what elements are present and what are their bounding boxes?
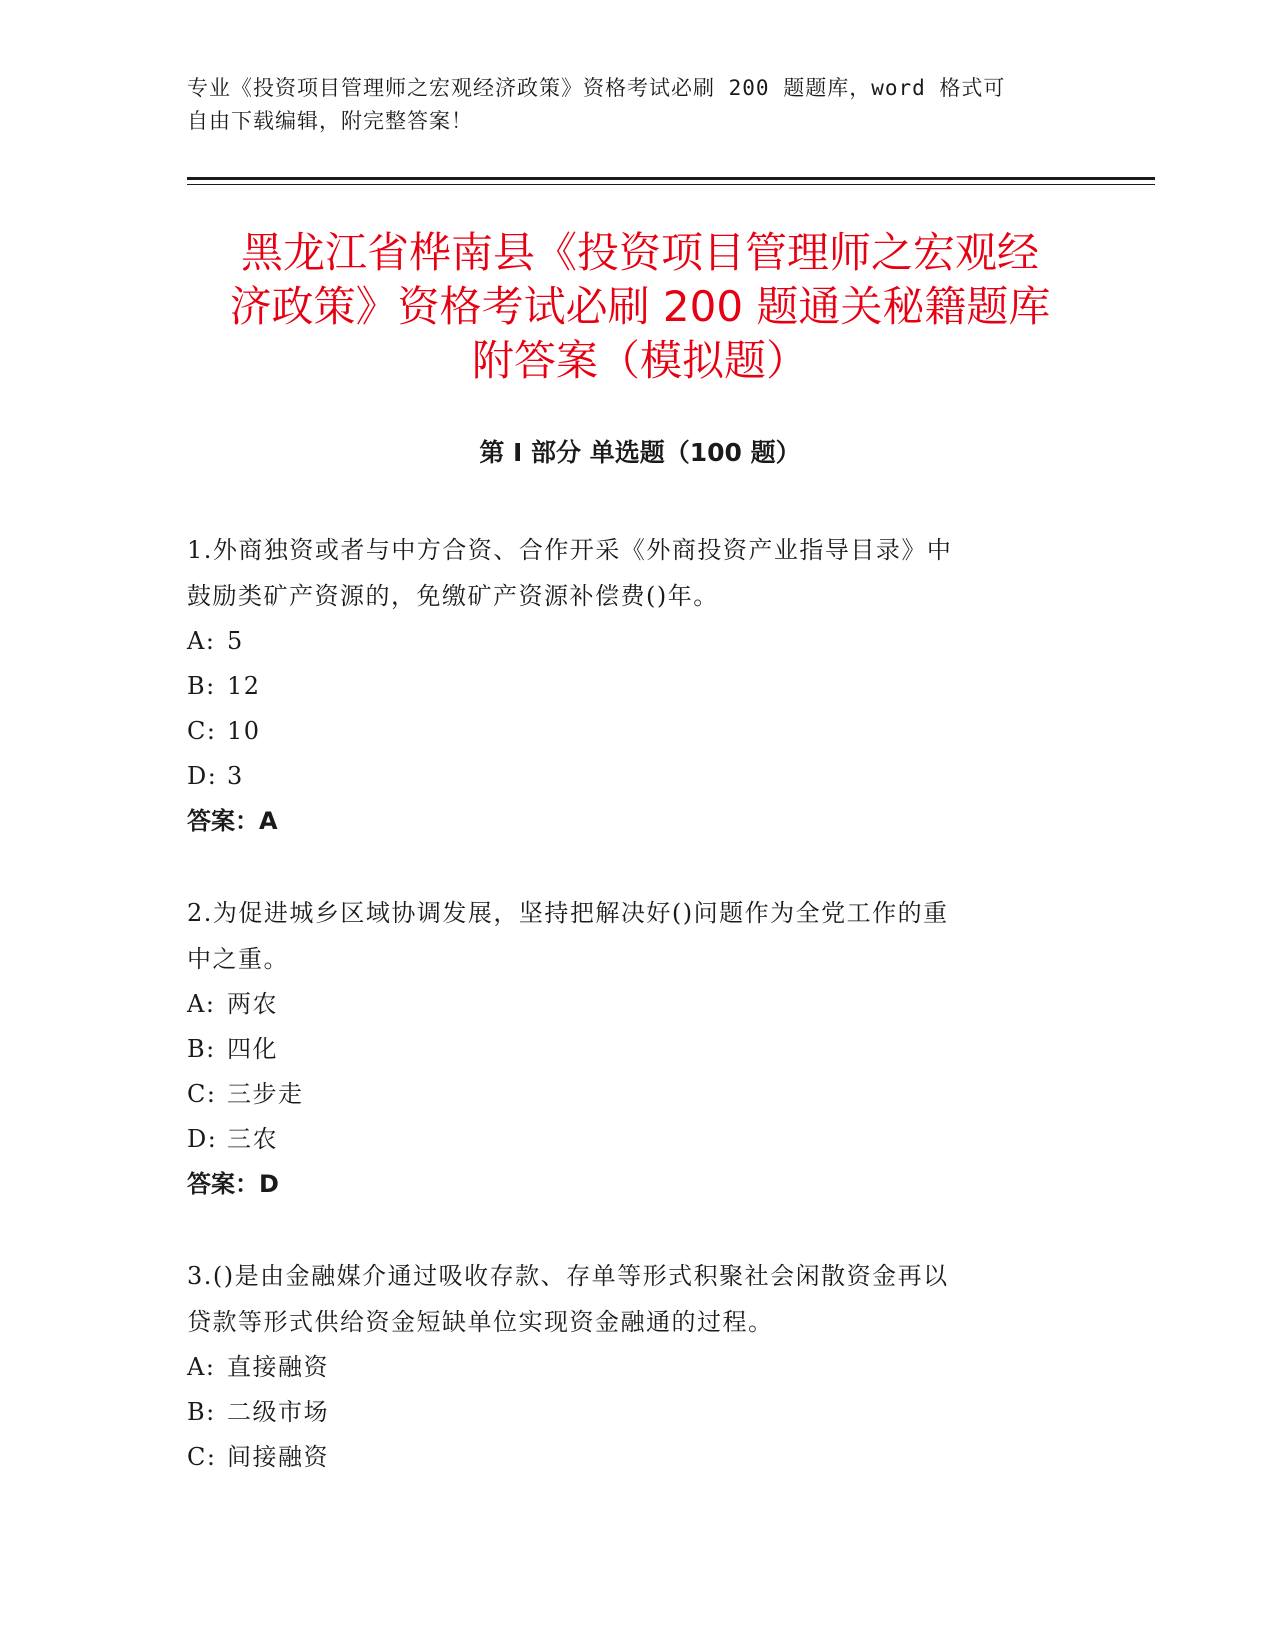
- option-letter: A:: [187, 627, 216, 655]
- option-text: 直接融资: [227, 1353, 329, 1381]
- section-heading: 第 I 部分 单选题（100 题）: [479, 438, 801, 467]
- document-title-line-3: 附答案（模拟题）: [471, 336, 808, 385]
- question-list: [187, 527, 1067, 1526]
- question-1: [187, 527, 1067, 844]
- option-text: 三步走: [227, 1080, 304, 1108]
- question-2: [187, 890, 1067, 1207]
- option-c: [187, 1435, 1067, 1480]
- option-text: 四化: [227, 1035, 278, 1063]
- header-note-line-1: 专业《投资项目管理师之宏观经济政策》资格考试必刷 200 题题库，word 格式可: [187, 76, 1006, 100]
- question-stem: [187, 527, 1067, 619]
- option-text: 二级市场: [227, 1398, 329, 1426]
- option-text: 12: [227, 672, 261, 700]
- option-b: [187, 1390, 1067, 1435]
- header-rule-thick: [187, 177, 1155, 180]
- question-stem-line-1: 3.()是由金融媒介通过吸收存款、存单等形式积聚社会闲散资金再以: [187, 1262, 949, 1290]
- question-stem: [187, 1253, 1067, 1345]
- option-d: [187, 1117, 1067, 1162]
- option-letter: B:: [187, 672, 216, 700]
- header-rule-thin: [187, 184, 1155, 185]
- option-letter: C:: [187, 1080, 217, 1108]
- option-text: 5: [227, 627, 244, 655]
- option-letter: A:: [187, 1353, 216, 1381]
- question-stem-line-2: 中之重。: [187, 945, 289, 973]
- option-c: [187, 1072, 1067, 1117]
- document-title-line-2: 济政策》资格考试必刷 200 题通关秘籍题库: [229, 282, 1051, 331]
- option-letter: D:: [187, 1125, 218, 1153]
- question-stem-line-2: 鼓励类矿产资源的，免缴矿产资源补偿费()年。: [187, 582, 719, 610]
- option-a: [187, 982, 1067, 1027]
- answer: 答案：D: [187, 1170, 279, 1198]
- option-a: [187, 619, 1067, 664]
- question-stem-line-2: 贷款等形式供给资金短缺单位实现资金融通的过程。: [187, 1308, 774, 1336]
- option-letter: B:: [187, 1035, 216, 1063]
- option-text: 三农: [227, 1125, 278, 1153]
- question-stem-line-1: 1.外商独资或者与中方合资、合作开采《外商投资产业指导目录》中: [187, 536, 953, 564]
- document-title-line-1: 黑龙江省桦南县《投资项目管理师之宏观经: [240, 228, 1039, 277]
- answer: 答案：A: [187, 807, 278, 835]
- option-letter: B:: [187, 1398, 216, 1426]
- option-text: 3: [227, 762, 244, 790]
- document-title: [187, 226, 1093, 388]
- header-note: [187, 72, 1067, 138]
- option-text: 两农: [227, 990, 278, 1018]
- question-stem-line-1: 2.为促进城乡区域协调发展，坚持把解决好()问题作为全党工作的重: [187, 899, 949, 927]
- header-note-line-2: 自由下载编辑，附完整答案！: [187, 109, 473, 133]
- option-text: 间接融资: [227, 1443, 329, 1471]
- option-c: [187, 709, 1067, 754]
- option-a: [187, 1345, 1067, 1390]
- option-b: [187, 664, 1067, 709]
- option-d: [187, 754, 1067, 799]
- option-b: [187, 1027, 1067, 1072]
- question-3: [187, 1253, 1067, 1480]
- option-letter: D:: [187, 762, 218, 790]
- option-letter: C:: [187, 1443, 217, 1471]
- option-letter: C:: [187, 717, 217, 745]
- question-stem: [187, 890, 1067, 982]
- option-letter: A:: [187, 990, 216, 1018]
- option-text: 10: [227, 717, 261, 745]
